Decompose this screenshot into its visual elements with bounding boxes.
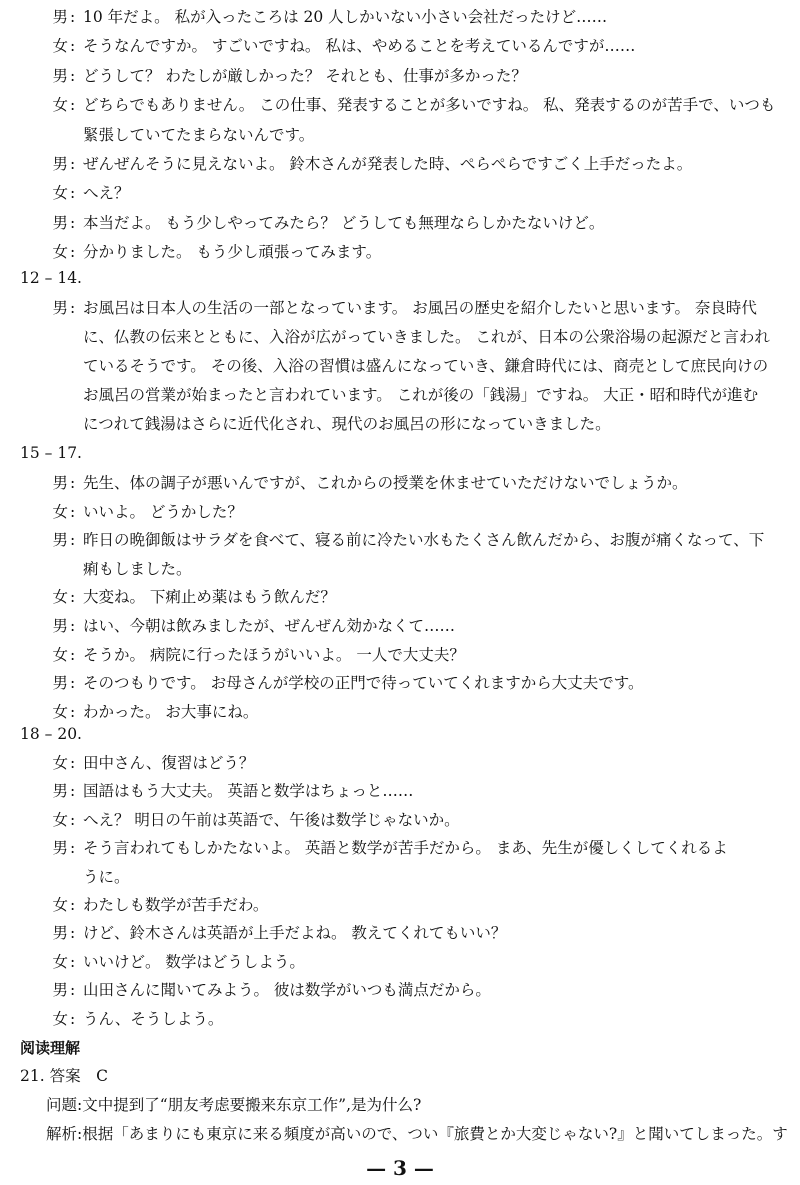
dialogue-line	[0, 891, 800, 920]
dialogue-line	[0, 179, 800, 208]
speaker-colon: :	[70, 299, 76, 317]
line-text: そうなんですか。 すごいですね。 私は、やめることを考えているんですが……	[83, 37, 636, 56]
speaker-label: 男	[52, 782, 68, 801]
q21-analysis: 解析:根据「あまりにも東京に来る頻度が高いので、つい『旅費とか大変じゃない?』と聞いてしまった。す	[46, 1125, 788, 1143]
line-text: わたしも数学が苦手だわ。	[83, 896, 269, 914]
dialogue-line	[0, 526, 800, 555]
speaker-colon: :	[70, 617, 76, 635]
speaker-label: 女	[52, 952, 68, 971]
dialogue-line	[0, 91, 800, 120]
speaker-colon: :	[70, 839, 76, 858]
heading-text: 18 – 20.	[20, 725, 82, 743]
speaker-colon: :	[70, 155, 76, 173]
section-heading-18-20	[0, 720, 800, 749]
line-text: につれて銭湯はさらに近代化され、現代のお風呂の形になっていきました。	[83, 415, 611, 433]
speaker-label: 男	[52, 299, 68, 317]
speaker-colon: :	[70, 981, 76, 1000]
dialogue-line	[0, 583, 800, 612]
line-text: どうして？ わたしが厳しかった？ それとも、仕事が多かった？	[83, 66, 527, 85]
dialogue-line	[0, 749, 800, 778]
speaker-colon: :	[70, 8, 76, 26]
speaker-colon: :	[70, 754, 76, 772]
heading-text: 12 – 14.	[20, 269, 82, 287]
line-text: 緊張していてたまらないんです。	[83, 125, 315, 144]
line-text: そうか。 病院に行ったほうがいいよ。 一人で大丈夫？	[83, 645, 465, 664]
speaker-colon: :	[70, 66, 76, 85]
speaker-colon: :	[70, 952, 76, 971]
dialogue-line	[0, 323, 800, 352]
speaker-colon: :	[70, 474, 76, 492]
section-heading-12-14	[0, 264, 800, 293]
reading-section-title	[0, 1034, 800, 1063]
line-text: うん、そうしよう。	[83, 1009, 224, 1028]
speaker-label: 女	[52, 184, 68, 203]
line-text: いいけど。 数学はどうしよう。	[83, 952, 305, 971]
speaker-label: 女	[52, 37, 68, 56]
dialogue-line	[0, 150, 800, 179]
speaker-label: 男	[52, 981, 68, 1000]
speaker-label: 男	[52, 924, 68, 943]
speaker-label: 男	[52, 839, 68, 858]
dialogue-line	[0, 919, 800, 948]
line-text: はい、今朝は飲みましたが、ぜんぜん効かなくて……	[83, 617, 456, 635]
speaker-colon: :	[70, 213, 76, 232]
line-text: 本当だよ。 もう少しやってみたら？ どうしても無理ならしかたないけど。	[83, 213, 605, 232]
speaker-label: 男	[52, 617, 68, 635]
line-text: 痢もしました。	[83, 559, 192, 578]
dialogue-line	[0, 209, 800, 238]
dialogue-line	[0, 641, 800, 670]
dialogue-line	[0, 469, 800, 498]
speaker-label: 女	[52, 96, 68, 115]
dialogue-line	[0, 669, 800, 698]
line-text: いいよ。 どうかした？	[83, 502, 243, 521]
section-title: 阅读理解	[20, 1039, 81, 1057]
line-text: 田中さん、復習はどう？	[83, 754, 255, 772]
speaker-colon: :	[70, 674, 76, 693]
speaker-label: 男	[52, 674, 68, 693]
dialogue-line	[0, 612, 800, 641]
line-text: そのつもりです。 お母さんが学校の正門で待っていてくれますから大丈夫です。	[83, 674, 644, 693]
dialogue-line	[0, 834, 800, 863]
speaker-label: 女	[52, 588, 68, 607]
dialogue-line	[0, 410, 800, 439]
line-text: わかった。 お大事にね。	[83, 702, 259, 721]
speaker-colon: :	[70, 645, 76, 664]
speaker-label: 女	[52, 243, 68, 262]
speaker-label: 女	[52, 502, 68, 521]
dialogue-line	[0, 32, 800, 61]
speaker-colon: :	[70, 896, 76, 914]
line-text: へえ？ 明日の午前は英語で、午後は数学じゃないか。	[83, 810, 460, 829]
speaker-colon: :	[70, 588, 76, 607]
line-text: どちらでもありません。 この仕事、発表することが多いですね。 私、発表するのが苦手で、いつも	[83, 96, 776, 115]
page-number: — 3 —	[366, 1156, 434, 1180]
dialogue-line	[0, 3, 800, 32]
speaker-label: 男	[52, 213, 68, 232]
speaker-label: 女	[52, 754, 68, 772]
speaker-label: 女	[52, 896, 68, 914]
dialogue-line	[0, 294, 800, 323]
speaker-label: 女	[52, 702, 68, 721]
line-text: ているそうです。 その後、入浴の習慣は盛んになっていき、鎌倉時代には、商売として庶民向けの	[83, 357, 769, 375]
speaker-colon: :	[70, 502, 76, 521]
speaker-colon: :	[70, 96, 76, 115]
q21-answer-line	[0, 1062, 800, 1091]
speaker-colon: :	[70, 810, 76, 829]
speaker-label: 男	[52, 531, 68, 550]
dialogue-line	[0, 948, 800, 977]
speaker-label: 女	[52, 1009, 68, 1028]
line-text: ぜんぜんそうに見えないよ。 鈴木さんが発表した時、ぺらぺらですごく上手だったよ。	[83, 155, 693, 173]
q21-question-line	[0, 1091, 800, 1120]
line-text: 10 年だよ。 私が入ったころは 20 人しかいない小さい会社だったけど……	[83, 8, 608, 26]
dialogue-line	[0, 498, 800, 527]
dialogue-line	[0, 777, 800, 806]
line-text: 国語はもう大丈夫。 英語と数学はちょっと……	[83, 782, 414, 801]
line-text: お風呂の営業が始まったと言われています。 これが後の「銭湯」ですね。 大正・昭和時代が進む	[83, 386, 759, 404]
line-text: 分かりました。 もう少し頑張ってみます。	[83, 243, 382, 262]
speaker-colon: :	[70, 1009, 76, 1028]
dialogue-line	[0, 806, 800, 835]
speaker-label: 男	[52, 8, 68, 26]
dialogue-line	[0, 863, 800, 892]
speaker-label: 女	[52, 645, 68, 664]
q21-heading: 21. 答案 C	[20, 1067, 108, 1085]
q21-question: 问题:文中提到了“朋友考虑要搬来东京工作”,是为什么?	[46, 1096, 422, 1114]
speaker-colon: :	[70, 37, 76, 56]
section-heading-15-17	[0, 439, 800, 468]
line-text: お風呂は日本人の生活の一部となっています。 お風呂の歴史を紹介したいと思います。 奈良時代	[83, 299, 757, 317]
dialogue-line	[0, 555, 800, 584]
dialogue-line	[0, 381, 800, 410]
line-text: 山田さんに聞いてみよう。 彼は数学がいつも満点だから。	[83, 981, 491, 1000]
line-text: そう言われてもしかたないよ。 英語と数学が苦手だから。 まあ、先生が優しくしてくれるよ	[83, 839, 728, 858]
dialogue-line	[0, 976, 800, 1005]
heading-text: 15 – 17.	[20, 444, 82, 462]
speaker-colon: :	[70, 924, 76, 943]
line-text: 先生、体の調子が悪いんですが、これからの授業を休ませていただけないでしょうか。	[83, 474, 688, 492]
dialogue-line	[0, 121, 800, 150]
speaker-colon: :	[70, 243, 76, 262]
speaker-colon: :	[70, 782, 76, 801]
dialogue-line	[0, 1005, 800, 1034]
dialogue-line	[0, 62, 800, 91]
speaker-colon: :	[70, 531, 76, 550]
line-text: 大変ね。 下痢止め薬はもう飲んだ？	[83, 588, 336, 607]
dialogue-line	[0, 352, 800, 381]
speaker-label: 男	[52, 66, 68, 85]
q21-analysis-line	[0, 1120, 800, 1149]
line-text: へえ？	[83, 184, 130, 203]
speaker-label: 女	[52, 810, 68, 829]
line-text: けど、鈴木さんは英語が上手だよね。 教えてくれてもいい？	[83, 924, 507, 943]
speaker-label: 男	[52, 155, 68, 173]
line-text: に、仏教の伝来とともに、入浴が広がっていきました。 これが、日本の公衆浴場の起源だと言われ	[83, 328, 770, 346]
speaker-colon: :	[70, 702, 76, 721]
line-text: うに。	[83, 867, 130, 886]
line-text: 昨日の晩御飯はサラダを食べて、寝る前に冷たい水もたくさん飲んだから、お腹が痛くなって、下	[83, 531, 765, 550]
speaker-colon: :	[70, 184, 76, 203]
dialogue-line	[0, 238, 800, 267]
speaker-label: 男	[52, 474, 68, 492]
